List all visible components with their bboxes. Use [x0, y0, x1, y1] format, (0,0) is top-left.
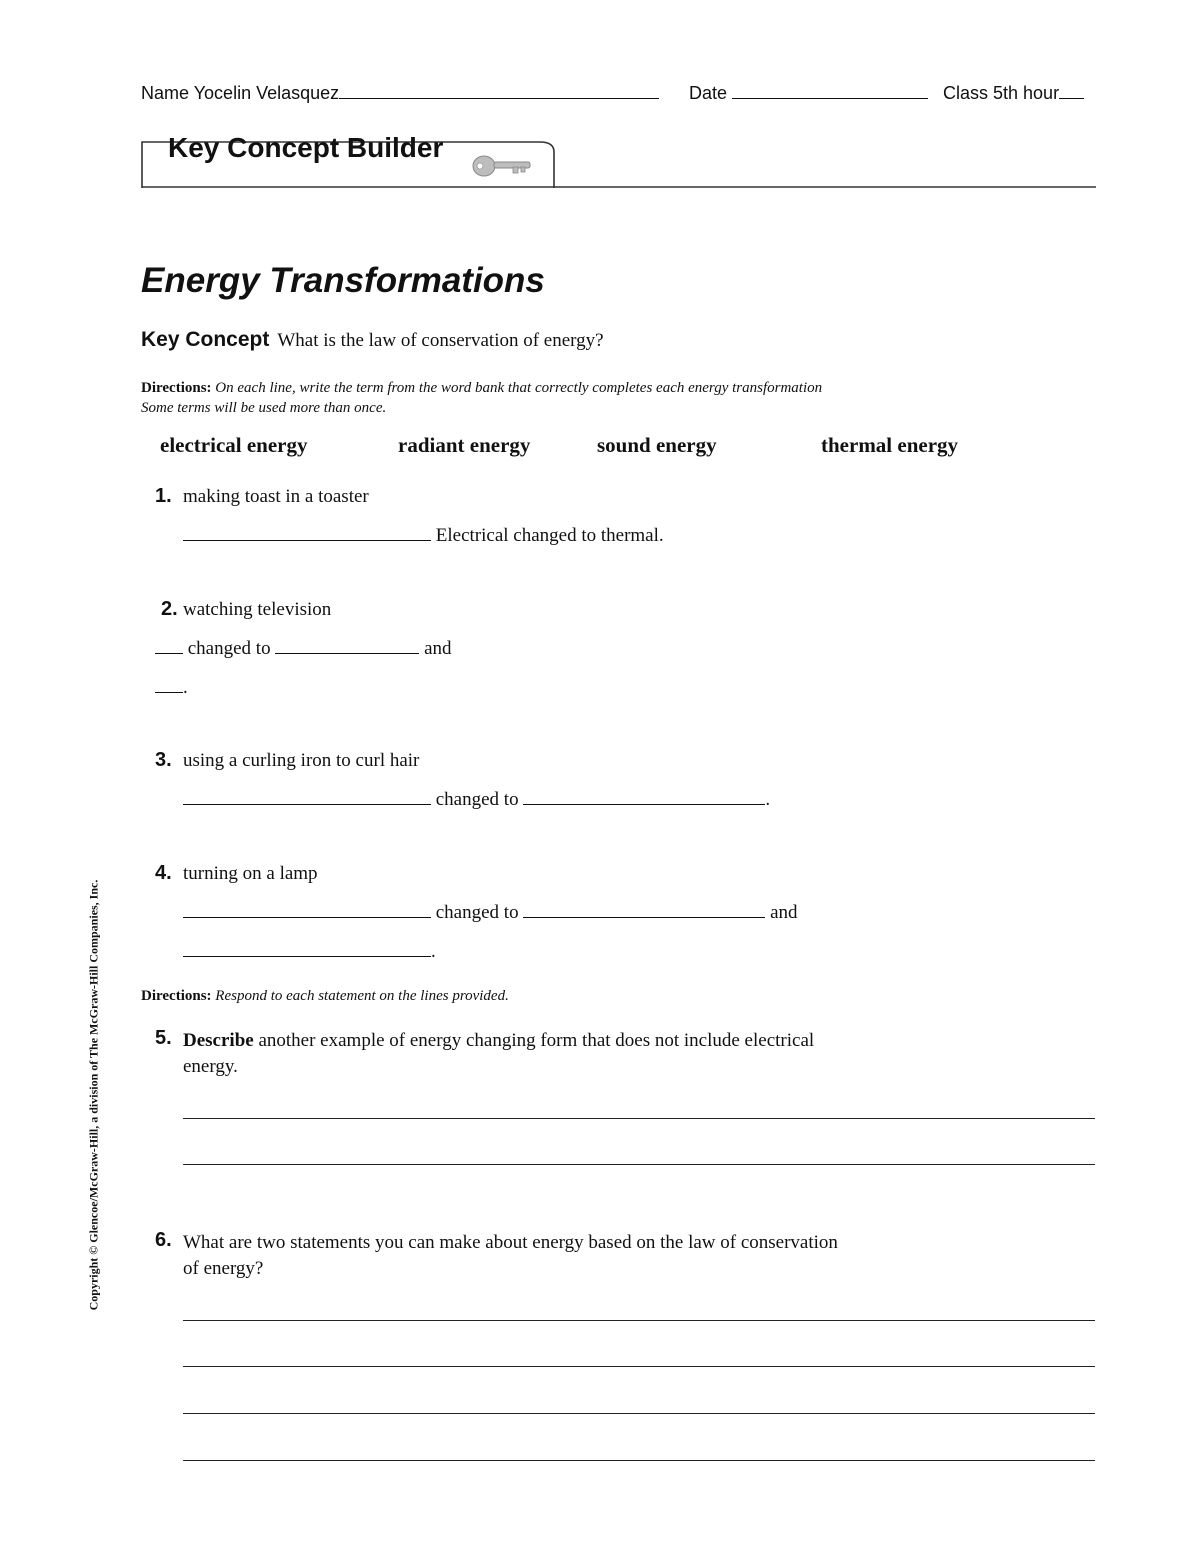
- word-bank-term: sound energy: [597, 433, 717, 457]
- prompt-text-line2: of energy?: [183, 1258, 264, 1279]
- key-concept-question: What is the law of conservation of energy?: [277, 330, 604, 351]
- question-prompt: [183, 1230, 838, 1282]
- name-line: [339, 82, 659, 99]
- changed-to-text: changed to: [187, 638, 271, 659]
- key-concept-label: Key Concept: [141, 328, 270, 351]
- class-field[interactable]: [943, 82, 1084, 104]
- prompt-verb: Describe: [183, 1030, 254, 1051]
- period: .: [431, 941, 436, 962]
- name-label: Name Yocelin Velasquez: [141, 83, 340, 103]
- blank[interactable]: [523, 788, 765, 805]
- blank[interactable]: [183, 940, 431, 957]
- blank[interactable]: [155, 637, 183, 654]
- period: .: [765, 789, 771, 810]
- changed-to-text: changed to: [435, 902, 519, 923]
- answer-line-3[interactable]: [183, 788, 770, 811]
- directions-2-text: Respond to each statement on the lines provided.: [215, 988, 509, 1004]
- response-line[interactable]: [183, 1118, 1095, 1119]
- question-prompt: [183, 1028, 814, 1080]
- class-line: [1059, 82, 1084, 99]
- blank[interactable]: [155, 676, 183, 693]
- question-prompt: turning on a lamp: [183, 863, 318, 884]
- word-bank-term: thermal energy: [821, 433, 959, 457]
- prompt-text-line2: energy.: [183, 1056, 238, 1077]
- response-line[interactable]: [183, 1366, 1095, 1367]
- directions-1-line1: On each line, write the term from the word bank that correctly completes each energy transformation: [215, 380, 823, 396]
- question-number: 2.: [161, 598, 178, 620]
- blank[interactable]: [183, 901, 431, 918]
- question-number: 6.: [155, 1229, 172, 1251]
- question-number: 3.: [155, 749, 172, 771]
- directions-1-label: Directions:: [141, 380, 212, 396]
- question-prompt: using a curling iron to curl hair: [183, 750, 420, 771]
- question-number: 1.: [155, 485, 172, 507]
- blank[interactable]: [523, 901, 765, 918]
- question-prompt: making toast in a toaster: [183, 486, 369, 507]
- prompt-text-line1: another example of energy changing form that does not include electrical: [258, 1030, 815, 1051]
- response-line[interactable]: [183, 1320, 1095, 1321]
- response-line[interactable]: [183, 1413, 1095, 1414]
- directions-2-label: Directions:: [141, 988, 212, 1004]
- answer-text: Electrical changed to thermal.: [435, 525, 664, 546]
- blank[interactable]: [275, 637, 419, 654]
- date-field[interactable]: [689, 82, 928, 104]
- blank[interactable]: [183, 788, 431, 805]
- date-label: Date: [689, 83, 728, 103]
- answer-line-4b[interactable]: [183, 940, 436, 963]
- copyright-notice: Copyright © Glencoe/McGraw-Hill, a division of The McGraw-Hill Companies, Inc.: [86, 879, 101, 1311]
- answer-line-4[interactable]: [183, 901, 798, 924]
- answer-line-2[interactable]: [155, 637, 452, 660]
- class-label: Class 5th hour: [943, 83, 1060, 103]
- prompt-text-line1: What are two statements you can make about energy based on the law of conservation: [183, 1232, 838, 1253]
- directions-1-line2: Some terms will be used more than once.: [141, 400, 387, 416]
- key-concept-line: [141, 328, 604, 352]
- directions-2: [141, 988, 509, 1005]
- question-number: 5.: [155, 1027, 172, 1049]
- name-field[interactable]: [141, 82, 659, 104]
- and-text: and: [424, 638, 452, 659]
- response-line[interactable]: [183, 1460, 1095, 1461]
- key-icon: [471, 152, 533, 180]
- response-line[interactable]: [183, 1164, 1095, 1165]
- answer-line-1[interactable]: [183, 524, 664, 547]
- directions-1: [141, 378, 822, 418]
- word-bank-term: electrical energy: [160, 433, 308, 457]
- lesson-title: Energy Transformations: [141, 261, 545, 300]
- question-number: 4.: [155, 862, 172, 884]
- blank[interactable]: [183, 524, 431, 541]
- word-bank-term: radiant energy: [398, 433, 531, 457]
- question-prompt: watching television: [183, 599, 332, 620]
- and-text: and: [770, 902, 798, 923]
- period: .: [183, 677, 188, 698]
- answer-line-2b[interactable]: [155, 676, 188, 699]
- changed-to-text: changed to: [435, 789, 519, 810]
- banner-title: Key Concept Builder: [168, 132, 444, 163]
- date-line: [732, 82, 928, 99]
